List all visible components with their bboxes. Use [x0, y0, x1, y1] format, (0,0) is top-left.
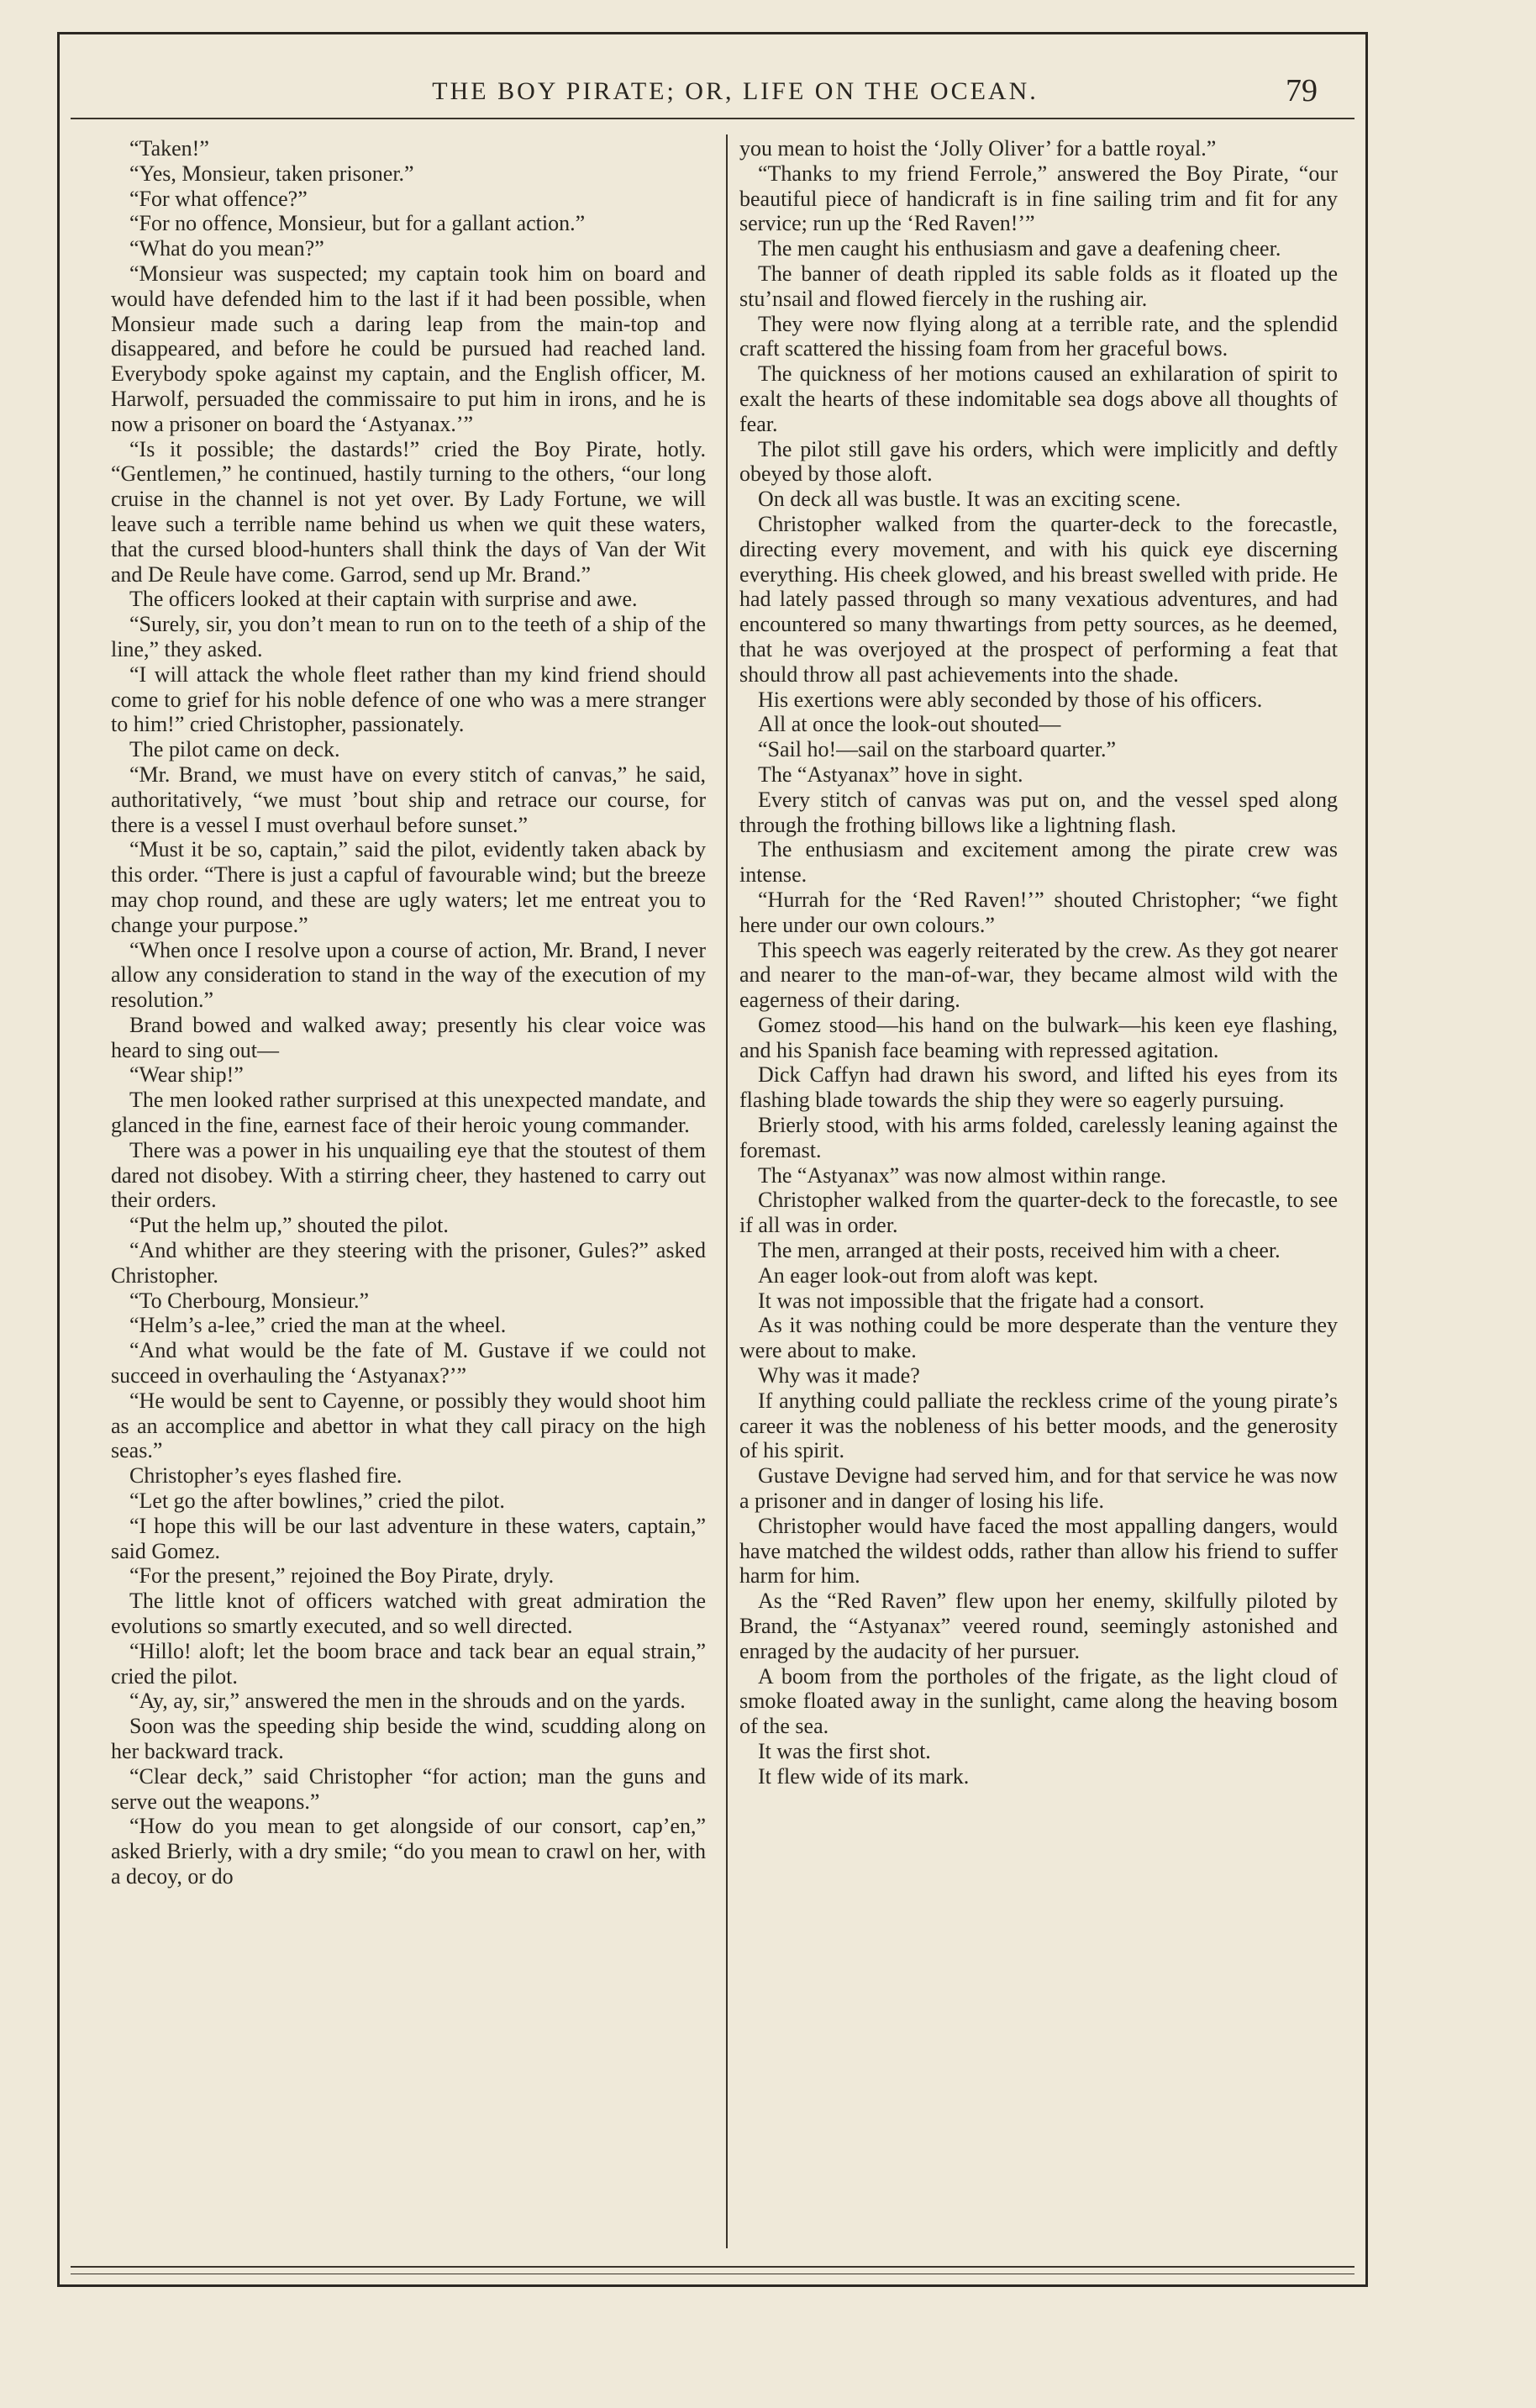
column-divider: [726, 134, 728, 2248]
paragraph: The officers looked at their captain with surprise and awe.: [129, 587, 638, 612]
paragraph: “Taken!”: [129, 136, 209, 161]
paragraph: “Is it possible; the dastards!” cried the Boy Pirate, hotly. “Gentlemen,” he continued, hastily turning to the others, “our long cruise in the channel is not yet over. By Lady Fortune, we will leave such a terrible name behind us when we quit these waters, that the cursed blood-hunters shall think the days of Van der Wit and De Reule have come. Garrod, send up Mr. Brand.”: [111, 436, 706, 587]
paragraph: A boom from the portholes of the frigate, as the light cloud of smoke floated away in the sunlight, came along the heaving bosom of the sea.: [739, 1663, 1338, 1739]
paragraph: The men, arranged at their posts, received him with a cheer.: [758, 1238, 1281, 1263]
paragraph: The pilot still gave his orders, which were implicitly and deftly obeyed by those aloft.: [739, 436, 1338, 487]
running-title: THE BOY PIRATE; OR, LIFE ON THE OCEAN.: [432, 77, 1039, 105]
paragraph: Brand bowed and walked away; presently his clear voice was heard to sing out—: [111, 1012, 706, 1062]
paragraph: “Mr. Brand, we must have on every stitch of canvas,” he said, authoritatively, “we must ’bout ship and retrace our course, for there is a vessel I must overhaul before sunset.”: [111, 761, 706, 837]
paragraph: All at once the look-out shouted—: [758, 712, 1061, 737]
right-text-column: [739, 136, 1338, 1789]
paragraph: “How do you mean to get alongside of our consort, cap’en,” asked Brierly, with a dry smile; “do you mean to crawl on her, with a decoy, or do: [111, 1814, 706, 1889]
page-border-top: [57, 32, 1368, 34]
paragraph: Every stitch of canvas was put on, and the vessel sped along through the frothing billows like a lightning flash.: [739, 787, 1338, 837]
paragraph: There was a power in his unquailing eye that the stoutest of them dared not disobey. With a stirring cheer, they hastened to carry out their orders.: [111, 1137, 706, 1213]
page-number: 79: [1286, 73, 1318, 108]
page-border-right: [1365, 32, 1368, 2286]
paragraph: This speech was eagerly reiterated by the crew. As they got nearer and nearer to the man-of-war, they became almost wild with the eagerness of their daring.: [739, 937, 1338, 1013]
paragraph: The “Astyanax” hove in sight.: [758, 761, 1023, 787]
paragraph: “And whither are they steering with the prisoner, Gules?” asked Christopher.: [111, 1238, 706, 1288]
paragraph: Gomez stood—his hand on the bulwark—his keen eye flashing, and his Spanish face beaming with repressed agitation.: [739, 1012, 1338, 1062]
paragraph: “Monsieur was suspected; my captain took him on board and would have defended him to the last if it had been possible, when Monsieur made such a daring leap from the main-top and disappeared, and before he could be pursued had reached land. Everybody spoke against my captain, and the English officer, M. Harwolf, persuaded the commissaire to put him in irons, and he is now a prisoner on board the ‘Astyanax.’”: [111, 261, 706, 436]
paragraph: “Sail ho!—sail on the starboard quarter.”: [758, 737, 1116, 762]
page-border-bottom: [57, 2284, 1368, 2287]
paragraph: “Clear deck,” said Christopher “for action; man the guns and serve out the weapons.”: [111, 1763, 706, 1814]
paragraph: “Put the helm up,” shouted the pilot.: [129, 1213, 449, 1238]
paragraph: “Must it be so, captain,” said the pilot, evidently taken aback by this order. “There is just a capful of favourable wind; but the breeze may chop round, and these are ugly waters; let me entreat you to change your purpose.”: [111, 837, 706, 937]
paragraph: you mean to hoist the ‘Jolly Oliver’ for a battle royal.”: [739, 136, 1217, 161]
paragraph: Christopher would have faced the most appalling dangers, would have matched the wildest odds, rather than allow his friend to suffer harm for him.: [739, 1513, 1338, 1589]
paragraph: His exertions were ably seconded by those of his officers.: [758, 687, 1263, 712]
paragraph: It was the first shot.: [758, 1739, 931, 1763]
paragraph: An eager look-out from aloft was kept.: [758, 1262, 1099, 1288]
paragraph: Christopher’s eyes flashed fire.: [129, 1463, 402, 1489]
paragraph: “I hope this will be our last adventure in these waters, captain,” said Gomez.: [111, 1513, 706, 1563]
header-rule: [71, 118, 1355, 119]
paragraph: “Wear ship!”: [129, 1062, 244, 1088]
paragraph: “Helm’s a-lee,” cried the man at the wheel.: [129, 1313, 507, 1338]
paragraph: “Surely, sir, you don’t mean to run on to the teeth of a ship of the line,” they asked.: [111, 612, 706, 661]
paragraph: Christopher walked from the quarter-deck to the forecastle, directing every movement, and with his quick eye discerning everything. His cheek glowed, and his breast swelled with pride. He had lately passed through so many vexatious adventures, and had encountered so many thwartings from petty sources, as he deemed, that he was overjoyed at the prospect of performing a feat that should throw all past achievements into the shade.: [739, 511, 1338, 687]
paragraph: As the “Red Raven” flew upon her enemy, skilfully piloted by Brand, the “Astyanax” veered round, seemingly astonished and enraged by the audacity of her pursuer.: [739, 1589, 1338, 1663]
paragraph: If anything could palliate the reckless crime of the young pirate’s career it was the nobleness of his better moods, and the generosity of his spirit.: [739, 1388, 1338, 1463]
paragraph: “What do you mean?”: [129, 236, 324, 261]
paragraph: The enthusiasm and excitement among the pirate crew was intense.: [739, 837, 1338, 888]
paragraph: “Let go the after bowlines,” cried the pilot.: [129, 1489, 505, 1514]
paragraph: On deck all was bustle. It was an exciting scene.: [758, 487, 1181, 512]
paragraph: “For no offence, Monsieur, but for a gallant action.”: [129, 211, 586, 236]
paragraph: The pilot came on deck.: [129, 737, 340, 762]
paragraph: Soon was the speeding ship beside the wind, scudding along on her backward track.: [111, 1714, 706, 1763]
paragraph: “Hillo! aloft; let the boom brace and tack bear an equal strain,” cried the pilot.: [111, 1638, 706, 1689]
paragraph: It flew wide of its mark.: [758, 1763, 970, 1789]
paragraph: Dick Caffyn had drawn his sword, and lifted his eyes from its flashing blade towards the ship they were so eagerly pursuing.: [739, 1062, 1338, 1113]
paragraph: The banner of death rippled its sable folds as it floated up the stu’nsail and flowed fiercely in the rushing air.: [739, 261, 1338, 311]
paragraph: Why was it made?: [758, 1363, 920, 1388]
paragraph: The “Astyanax” was now almost within range.: [758, 1162, 1166, 1188]
paragraph: The men caught his enthusiasm and gave a deafening cheer.: [758, 236, 1281, 261]
paragraph: Gustave Devigne had served him, and for that service he was now a prisoner and in danger of losing his life.: [739, 1463, 1338, 1514]
paragraph: “Hurrah for the ‘Red Raven!’” shouted Christopher; “we fight here under our own colours.”: [739, 887, 1338, 937]
paragraph: “For what offence?”: [129, 186, 308, 211]
paragraph: “For the present,” rejoined the Boy Pirate, dryly.: [129, 1563, 555, 1589]
paragraph: “He would be sent to Cayenne, or possibly they would shoot him as an accomplice and abettor in what they call piracy on the high seas.”: [111, 1388, 706, 1463]
paragraph: The men looked rather surprised at this unexpected mandate, and glanced in the fine, earnest face of their heroic young commander.: [111, 1088, 706, 1138]
paragraph: “To Cherbourg, Monsieur.”: [129, 1288, 370, 1313]
paragraph: “When once I resolve upon a course of action, Mr. Brand, I never allow any consideration to stand in the way of the execution of my resolution.”: [111, 937, 706, 1013]
left-text-column: [111, 136, 706, 1889]
paragraph: “I will attack the whole fleet rather than my kind friend should come to grief for his noble defence of one who was a mere stranger to him!” cried Christopher, passionately.: [111, 661, 706, 737]
footer-rule: [71, 2266, 1355, 2268]
paragraph: The little knot of officers watched with great admiration the evolutions so smartly executed, and so well directed.: [111, 1589, 706, 1639]
paragraph: “Ay, ay, sir,” answered the men in the shrouds and on the yards.: [129, 1689, 686, 1714]
paragraph: Brierly stood, with his arms folded, carelessly leaning against the foremast.: [739, 1113, 1338, 1162]
paragraph: “Thanks to my friend Ferrole,” answered the Boy Pirate, “our beautiful piece of handicraft is in fine sailing trim and fit for any service; run up the ‘Red Raven!’”: [739, 161, 1338, 236]
paragraph: It was not impossible that the frigate had a consort.: [758, 1288, 1205, 1313]
paragraph: “Yes, Monsieur, taken prisoner.”: [129, 161, 414, 186]
paragraph: As it was nothing could be more desperate than the venture they were about to make.: [739, 1313, 1338, 1363]
paragraph: “And what would be the fate of M. Gustave if we could not succeed in overhauling the ‘Astyanax?’”: [111, 1338, 706, 1388]
paragraph: Christopher walked from the quarter-deck to the forecastle, to see if all was in order.: [739, 1188, 1338, 1238]
page-border-left: [57, 32, 60, 2286]
paragraph: They were now flying along at a terrible rate, and the splendid craft scattered the hissing foam from her graceful bows.: [739, 311, 1338, 361]
paragraph: The quickness of her motions caused an exhilaration of spirit to exalt the hearts of these indomitable sea dogs above all thoughts of fear.: [739, 361, 1338, 436]
